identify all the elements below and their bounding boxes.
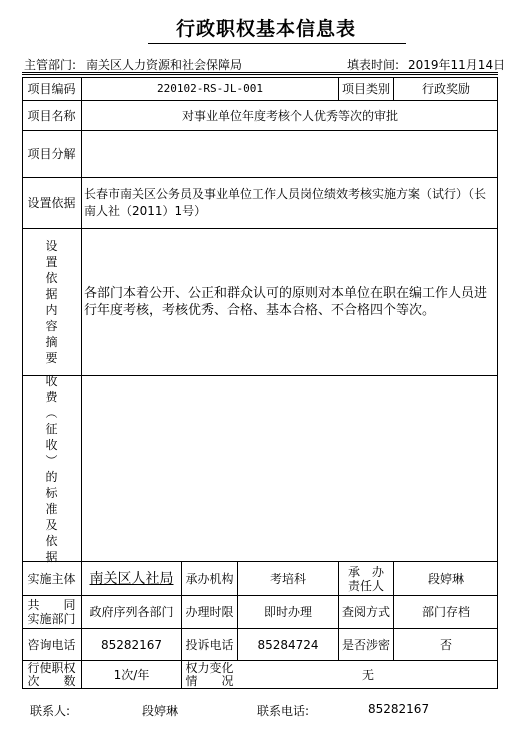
secret-value: 否 bbox=[439, 637, 452, 652]
times-label-line: 次 数 bbox=[27, 674, 76, 688]
fee-label-char: 标 bbox=[45, 485, 58, 500]
co-label bbox=[22, 596, 81, 628]
header-divider-2 bbox=[22, 74, 498, 75]
complaint-label: 投诉电话 bbox=[185, 637, 234, 652]
fee-label bbox=[22, 373, 81, 564]
fee-label-char: 依 bbox=[45, 533, 58, 548]
secret-label: 是否涉密 bbox=[341, 637, 390, 652]
summary-label-char: 设 bbox=[45, 239, 58, 253]
dept-label: 主管部门: bbox=[24, 58, 77, 72]
fee-label-char: 收 bbox=[45, 437, 58, 452]
fee-label-char: 的 bbox=[45, 469, 58, 484]
change-label-line: 情 况 bbox=[185, 674, 234, 688]
fee-label-char: ︵ bbox=[45, 405, 58, 420]
deadline-label: 办理时限 bbox=[185, 605, 234, 619]
footer-phone-label: 联系电话: bbox=[257, 704, 310, 718]
fee-label-char: ︶ bbox=[45, 453, 58, 468]
person-label bbox=[339, 562, 393, 595]
fee-label-char: 费 bbox=[45, 389, 58, 404]
dept-value: 南关区人力资源和社会保障局 bbox=[86, 58, 243, 72]
contact-value: 段婷琳 bbox=[142, 704, 179, 718]
summary-label bbox=[22, 229, 81, 375]
org-value: 考培科 bbox=[269, 571, 306, 586]
co-label-line: 实施部门 bbox=[27, 612, 76, 626]
summary-label-char: 依 bbox=[45, 271, 58, 285]
breakdown-value bbox=[82, 131, 498, 177]
summary-label-char: 内 bbox=[45, 303, 58, 317]
subject-value: 南关区人社局 bbox=[89, 570, 174, 587]
page-title: 行政职权基本信息表 bbox=[175, 18, 356, 40]
org-label: 承办机构 bbox=[185, 571, 234, 586]
query-value: 部门存档 bbox=[421, 605, 470, 619]
change-label bbox=[182, 661, 237, 689]
name-value: 对事业单位年度考核个人优秀等次的审批 bbox=[181, 108, 398, 123]
phone-value: 85282167 bbox=[100, 637, 163, 652]
summary-label-char: 容 bbox=[45, 319, 58, 333]
breakdown-label: 项目分解 bbox=[27, 147, 76, 161]
fee-value bbox=[82, 376, 498, 561]
contact-label: 联系人: bbox=[30, 704, 71, 718]
fee-label-char: 及 bbox=[45, 517, 58, 532]
query-label: 查阅方式 bbox=[341, 605, 390, 619]
summary-label-char: 据 bbox=[45, 287, 58, 301]
fee-label-char: 据 bbox=[45, 549, 58, 564]
change-value: 无 bbox=[361, 668, 374, 682]
person-value: 段婷琳 bbox=[427, 571, 464, 586]
complaint-value: 85284724 bbox=[257, 637, 319, 652]
footer-phone-value: 85282167 bbox=[368, 702, 430, 716]
code-label: 项目编码 bbox=[27, 81, 76, 96]
title-underline bbox=[148, 43, 406, 44]
header-divider bbox=[22, 72, 498, 73]
person-label-line: 责任人 bbox=[347, 578, 384, 593]
basis-label: 设置依据 bbox=[27, 196, 76, 210]
co-label-line: 共 同 bbox=[27, 598, 76, 612]
fee-label-char: 准 bbox=[45, 501, 58, 516]
fee-label-char: 收 bbox=[45, 373, 58, 388]
summary-value: 各部门本着公开、公正和群众认可的原则对本单位在职在编工作人员进行年度考核，考核优秀、合格、基本合格、不合格四个等次。 bbox=[84, 286, 488, 318]
date-value: 2019年11月14日 bbox=[408, 58, 506, 72]
name-label: 项目名称 bbox=[27, 108, 76, 123]
subject-label: 实施主体 bbox=[27, 571, 76, 586]
phone-label: 咨询电话 bbox=[27, 637, 76, 652]
fee-label-char: 征 bbox=[45, 421, 58, 436]
summary-label-char: 要 bbox=[45, 351, 58, 365]
times-label-line: 行使职权 bbox=[27, 661, 76, 675]
code-value: 220102-RS-JL-001 bbox=[157, 81, 263, 95]
times-label bbox=[22, 661, 81, 689]
person-label-line: 承 办 bbox=[347, 564, 384, 579]
deadline-value: 即时办理 bbox=[263, 605, 312, 619]
category-label: 项目类别 bbox=[341, 81, 390, 96]
times-value: 1次/年 bbox=[113, 668, 150, 682]
date-label: 填表时间: bbox=[347, 58, 400, 72]
basis-value: 长春市南关区公务员及事业单位工作人员岗位绩效考核实施方案（试行）（长南人社（2011）1号） bbox=[84, 187, 487, 218]
summary-label-char: 摘 bbox=[45, 335, 58, 349]
co-value: 政府序列各部门 bbox=[89, 605, 174, 619]
change-label-line: 权力变化 bbox=[185, 661, 234, 675]
category-value: 行政奖励 bbox=[421, 81, 470, 96]
summary-label-char: 置 bbox=[45, 255, 58, 269]
